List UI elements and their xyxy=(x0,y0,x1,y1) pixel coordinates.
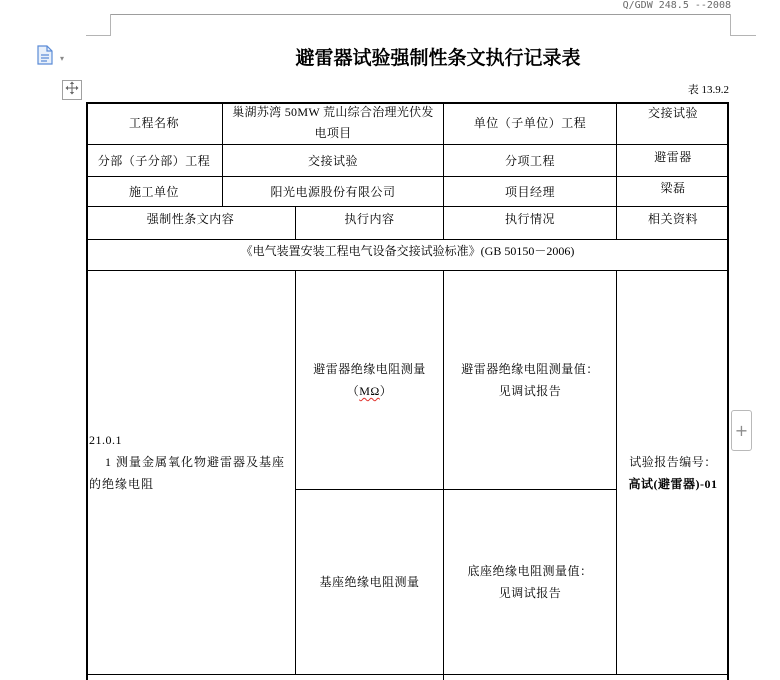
unit-paren-close: ） xyxy=(379,384,393,398)
next-row-right-cell[interactable] xyxy=(444,675,729,680)
table-number: 表 13.9.2 xyxy=(687,84,729,96)
item-project-label: 分项工程 xyxy=(504,153,555,168)
column-header-execution-status[interactable] xyxy=(444,207,617,240)
item-project-label-cell[interactable] xyxy=(444,145,617,177)
header-rule xyxy=(110,14,730,15)
division-project-label: 分部（子分部）工程 xyxy=(97,153,211,168)
base-insulation-content: 基座绝缘电阻测量 xyxy=(319,575,420,589)
construction-unit-value-cell[interactable] xyxy=(223,177,444,207)
base-insulation-content-cell[interactable] xyxy=(296,490,444,675)
column-header-execution-content[interactable] xyxy=(296,207,444,240)
standard-code-header: Q/GDW 248.5 --2008 xyxy=(622,0,731,11)
construction-unit-label-cell[interactable] xyxy=(86,177,223,207)
unit-project-value: 交接试验 xyxy=(647,106,698,120)
project-name-label-cell[interactable] xyxy=(86,102,223,145)
unit-project-label: 单位（子单位）工程 xyxy=(473,116,587,130)
test-report-number-label: 试验报告编号： xyxy=(629,454,717,469)
document-icon xyxy=(37,45,53,70)
table-move-handle[interactable] xyxy=(62,80,82,100)
project-name-label: 工程名称 xyxy=(128,116,179,130)
corner-mark-right-horizontal xyxy=(730,35,756,36)
column-header-label: 相关资料 xyxy=(647,212,698,226)
project-manager-label: 项目经理 xyxy=(504,184,555,199)
record-table xyxy=(86,102,729,680)
clause-text-line: 的绝缘电阻 xyxy=(89,476,155,491)
arrester-insulation-content-cell[interactable] xyxy=(296,271,444,490)
column-header-clause-content[interactable] xyxy=(86,207,296,240)
construction-unit-label: 施工单位 xyxy=(128,184,179,199)
item-project-value: 避雷器 xyxy=(654,150,692,164)
arrester-insulation-status-label: 避雷器绝缘电阻测量值： xyxy=(461,362,599,376)
corner-mark-left-horizontal xyxy=(86,35,110,36)
column-header-related-documents[interactable] xyxy=(617,207,729,240)
base-insulation-status-label: 底座绝缘电阻测量值： xyxy=(467,564,593,578)
standard-name: 《电气装置安装工程电气设备交接试验标准》(GB 50150－2006) xyxy=(240,244,575,258)
base-insulation-status-value: 见调试报告 xyxy=(498,586,562,600)
arrester-insulation-status-cell[interactable] xyxy=(444,271,617,490)
related-documents-cell[interactable] xyxy=(617,271,729,675)
project-manager-value-cell[interactable] xyxy=(617,177,729,207)
division-project-label-cell[interactable] xyxy=(86,145,223,177)
chevron-down-icon: ▾ xyxy=(60,53,65,63)
project-name-value-line: 电项目 xyxy=(314,126,352,140)
unit-paren-open: （ xyxy=(346,384,360,398)
construction-unit-value: 阳光电源股份有限公司 xyxy=(270,184,396,199)
project-manager-label-cell[interactable] xyxy=(444,177,617,207)
base-insulation-status-cell[interactable] xyxy=(444,490,617,675)
corner-mark-left-vertical xyxy=(110,14,111,36)
next-row-left-cell[interactable] xyxy=(86,675,444,680)
project-name-value-cell[interactable] xyxy=(223,102,444,145)
division-project-value-cell[interactable] xyxy=(223,145,444,177)
standard-name-cell[interactable] xyxy=(86,240,729,271)
add-column-button[interactable]: + xyxy=(731,410,752,451)
clause-cell[interactable] xyxy=(86,271,296,675)
item-project-value-cell[interactable] xyxy=(617,145,729,177)
arrester-insulation-content: 避雷器绝缘电阻测量 xyxy=(313,362,426,376)
move-arrows-icon xyxy=(65,81,79,100)
column-header-label: 执行内容 xyxy=(344,212,395,226)
unit-project-value-cell[interactable] xyxy=(617,102,729,145)
document-menu-button[interactable] xyxy=(37,46,73,68)
column-header-label: 强制性条文内容 xyxy=(146,212,235,226)
division-project-value: 交接试验 xyxy=(307,153,358,168)
test-report-number-value: 高试(避雷器)-01 xyxy=(628,476,718,491)
column-header-label: 执行情况 xyxy=(504,212,555,226)
clause-number: 21.0.1 xyxy=(89,432,122,447)
unit-project-label-cell[interactable] xyxy=(444,102,617,145)
resistance-unit xyxy=(347,380,393,402)
project-name-value-line: 巢湖苏湾 50MW 荒山综合治理光伏发 xyxy=(232,105,434,119)
corner-mark-right-vertical xyxy=(730,14,731,36)
unit-symbol: MΩ xyxy=(359,384,380,398)
project-manager-value: 梁磊 xyxy=(660,181,686,195)
page-title: 避雷器试验强制性条文执行记录表 xyxy=(295,47,581,69)
arrester-insulation-status-value: 见调试报告 xyxy=(498,384,562,398)
clause-text-line: 1 测量金属氧化物避雷器及基座 xyxy=(105,454,286,469)
